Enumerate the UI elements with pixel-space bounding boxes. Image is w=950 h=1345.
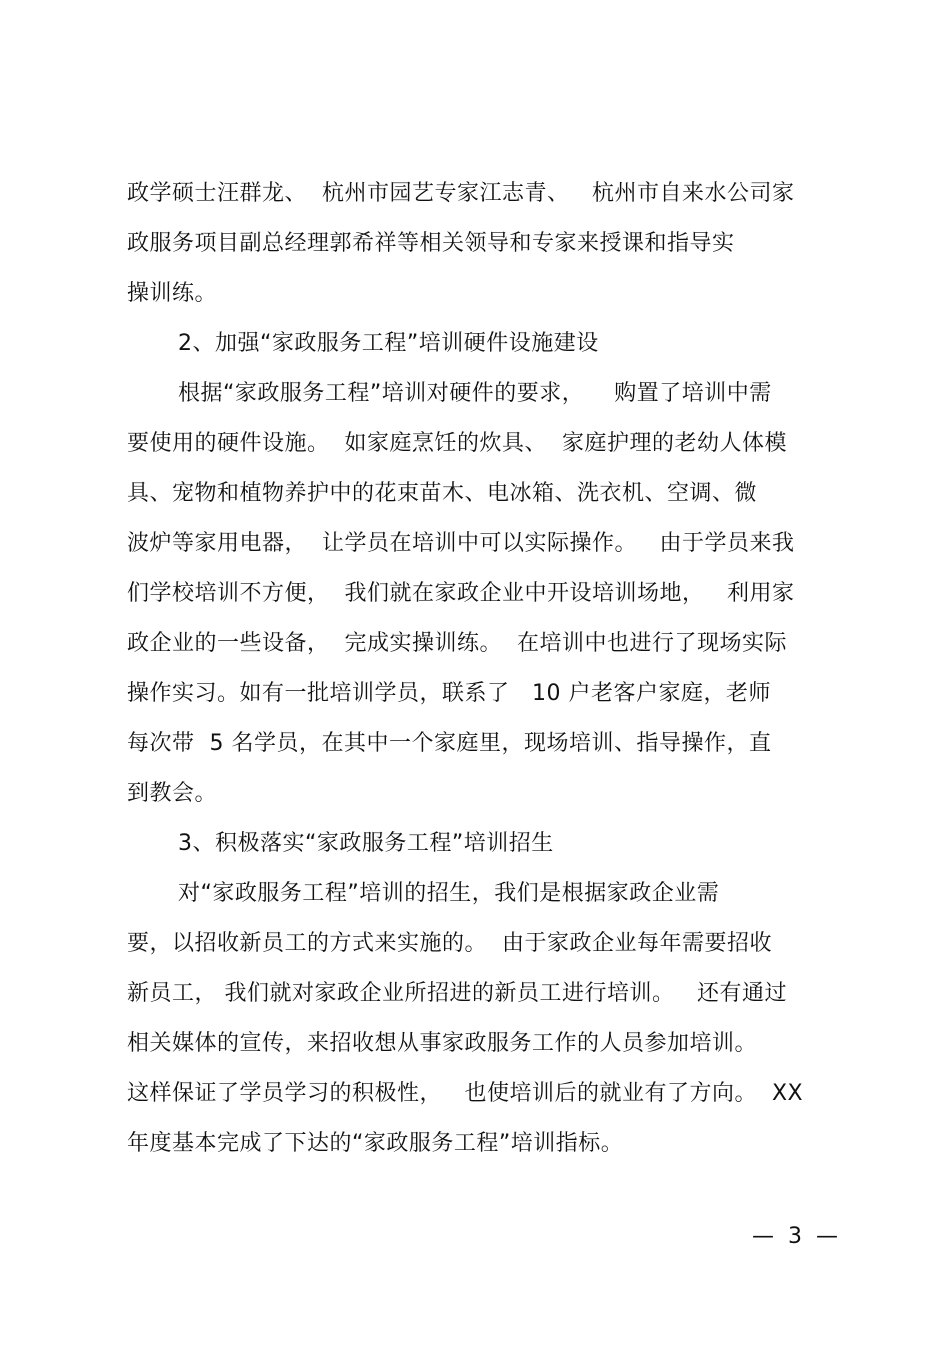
page-number: — 3 — [752, 1224, 838, 1249]
text-line: 根据“家政服务工程”培训对硬件的要求， 购置了培训中需 [178, 381, 772, 406]
text-line: 操训练。 [127, 281, 218, 306]
text-line: 政学硕士汪群龙、 杭州市园艺专家江志青、 杭州市自来水公司家 [127, 181, 795, 206]
text-line: 要，以招收新员工的方式来实施的。 由于家政企业每年需要招收 [127, 931, 772, 956]
text-line: 这样保证了学员学习的积极性， 也使培训后的就业有了方向。 XX [127, 1081, 804, 1106]
text-line: 具、宠物和植物养护中的花束苗木、电冰箱、洗衣机、空调、微 [127, 481, 758, 506]
section-heading: 2、加强“家政服务工程”培训硬件设施建设 [178, 331, 599, 356]
text-line: 每次带 5 名学员，在其中一个家庭里，现场培训、指导操作，直 [127, 731, 772, 756]
text-line: 年度基本完成了下达的“家政服务工程”培训指标。 [127, 1131, 624, 1156]
section-heading: 3、积极落实“家政服务工程”培训招生 [178, 831, 554, 856]
text-line: 波炉等家用电器， 让学员在培训中可以实际操作。 由于学员来我 [127, 531, 795, 556]
text-line: 政企业的一些设备， 完成实操训练。 在培训中也进行了现场实际 [127, 631, 787, 656]
text-line: 新员工， 我们就对家政企业所招进的新员工进行培训。 还有通过 [127, 981, 787, 1006]
text-line: 相关媒体的宣传，来招收想从事家政服务工作的人员参加培训。 [127, 1031, 758, 1056]
text-line: 要使用的硬件设施。 如家庭烹饪的炊具、 家庭护理的老幼人体模 [127, 431, 787, 456]
text-line: 操作实习。如有一批培训学员，联系了 10 户老客户家庭，老师 [127, 681, 771, 706]
text-line: 对“家政服务工程”培训的招生，我们是根据家政企业需 [178, 881, 720, 906]
text-line: 到教会。 [127, 781, 218, 806]
text-line: 政服务项目副总经理郭希祥等相关领导和专家来授课和指导实 [127, 231, 735, 256]
text-line: 们学校培训不方便， 我们就在家政企业中开设培训场地， 利用家 [127, 581, 795, 606]
